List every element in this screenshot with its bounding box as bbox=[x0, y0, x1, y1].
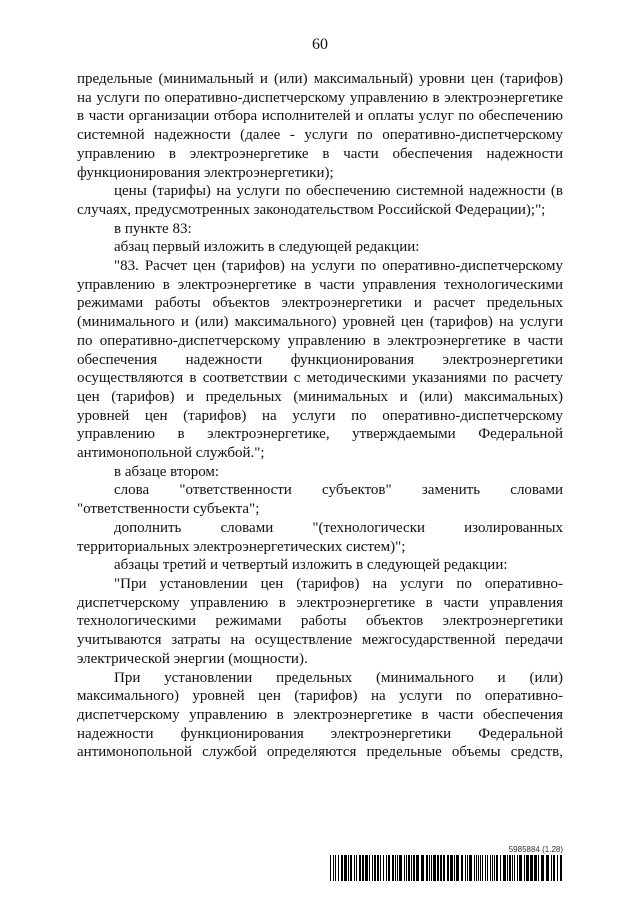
paragraph: в пункте 83: bbox=[114, 220, 192, 237]
paragraph: предельные (минимальный и (или) максимальный) уровни цен (тарифов) на услуги по оперативно-диспетчерскому управлению в электроэнергетике в части организации отбора исполнителей и оплаты услуг по обеспечению системной надежности (далее - услуги по оперативно-диспетчерскому управлению в электроэнергетике в части обеспечения надежности функционирования электроэнергетики); bbox=[77, 71, 563, 181]
paragraph: в абзаце втором: bbox=[114, 463, 220, 480]
paragraph: "При установлении цен (тарифов) на услуги по оперативно-диспетчерскому управлению в электроэнергетике в части управления технологическими режимами работы объектов электроэнергетики учитываются затраты на осуществление межгосударственной передачи электрической энергии (мощности). bbox=[77, 575, 563, 667]
paragraph: абзац первый изложить в следующей редакции: bbox=[114, 239, 420, 256]
document-body bbox=[77, 70, 563, 762]
paragraph: При установлении предельных (минимального и (или) максимального) уровней цен (тарифов) на услуги по оперативно-диспетчерскому управлению в электроэнергетике в части обеспечения надежности функционирования электроэнергетики Федеральной антимонопольной службой определяются предельные объемы средств, bbox=[77, 669, 563, 761]
paragraph: слова "ответственности субъектов" заменить словами "ответственности субъекта"; bbox=[77, 482, 563, 518]
paragraph: абзацы третий и четвертый изложить в следующей редакции: bbox=[114, 557, 508, 574]
paragraph: "83. Расчет цен (тарифов) на услуги по оперативно-диспетчерскому управлению в электроэнергетике в части управления технологическими режимами работы объектов электроэнергетики и расчет предельных (минимального и (или) максимального) уровней цен (тарифов) на услуги по оперативно-диспетчерскому управлению в электроэнергетике в части обеспечения надежности функционирования электроэнергетики осуществляются в соответствии с методическими указаниями по расчету цен (тарифов) и предельных (минимальных и (или) максимальных) уровней цен (тарифов) на услуги по оперативно-диспетчерскому управлению в электроэнергетике, утверждаемыми Федеральной антимонопольной службой."; bbox=[77, 258, 563, 462]
page-number: 60 bbox=[312, 36, 328, 53]
barcode-caption: 5985884 (1.28) bbox=[508, 845, 563, 854]
barcode-icon bbox=[330, 855, 563, 881]
paragraph: цены (тарифы) на услуги по обеспечению системной надежности (в случаях, предусмотренных законодательством Российской Федерации);"; bbox=[77, 183, 563, 218]
paragraph: дополнить словами "(технологически изолированных территориальных электроэнергетических систем)"; bbox=[77, 519, 563, 555]
